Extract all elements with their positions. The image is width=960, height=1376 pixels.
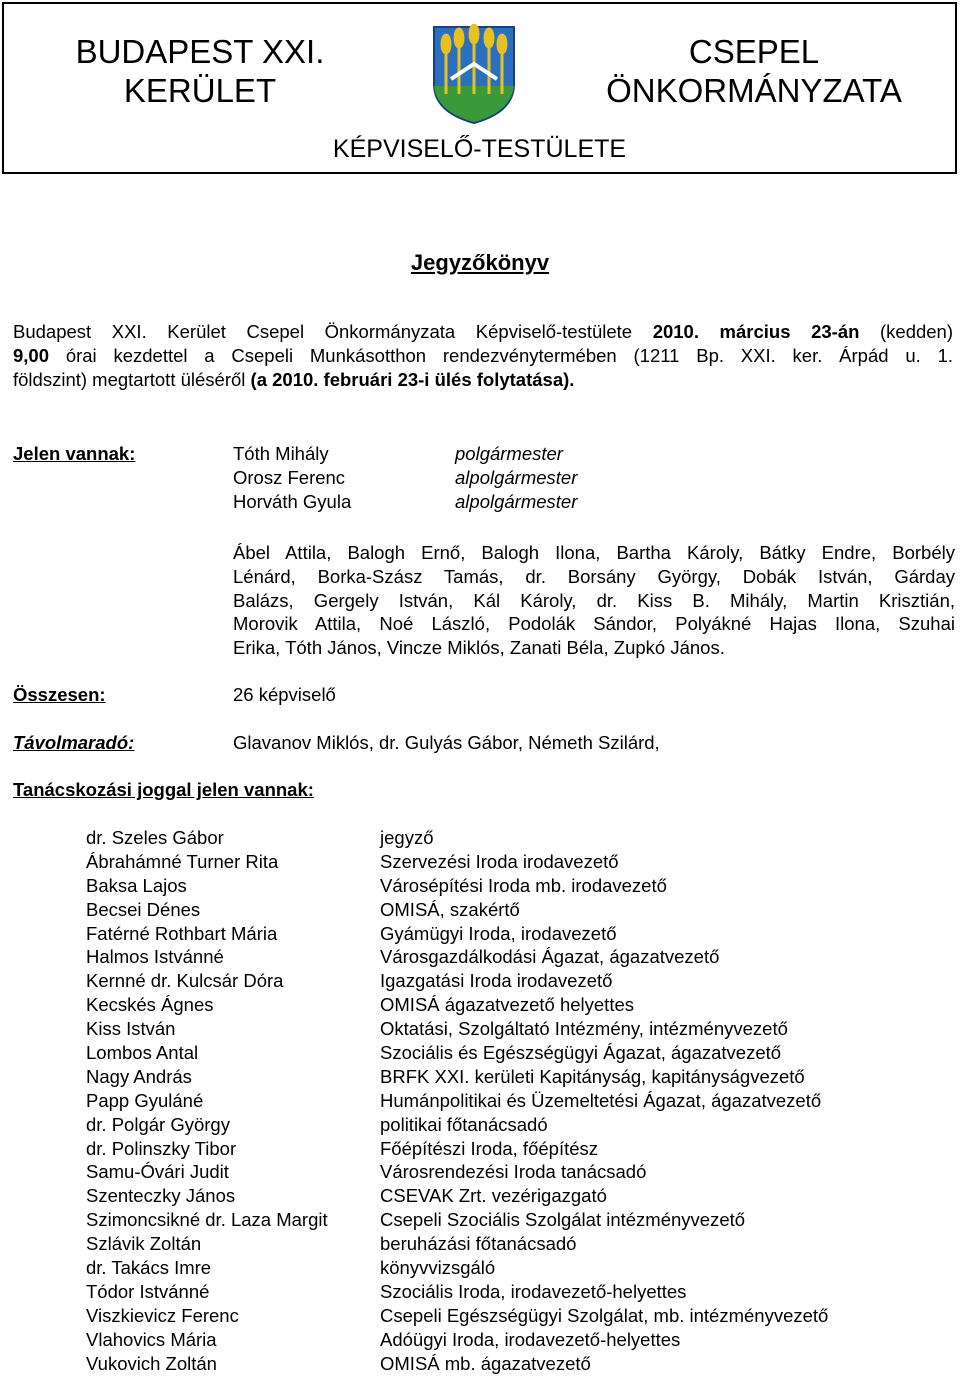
- official-name: Tóth Mihály: [233, 443, 329, 464]
- advisory-role: BRFK XXI. kerületi Kapitányság, kapitányságvezető: [380, 1065, 805, 1087]
- advisory-name: Vukovich Zoltán: [86, 1352, 217, 1374]
- advisory-role: Szociális és Egészségügyi Ágazat, ágazatvezető: [380, 1042, 782, 1064]
- advisory-name: Fatérné Rothbart Mária: [86, 922, 278, 944]
- advisory-row: [0, 1304, 960, 1328]
- intro-line-2: 9,00 órai kezdettel a Csepeli Munkásotthon rendezvénytermében (1211 Bp. XXI. ker. Árpád u. 1.: [13, 344, 953, 366]
- advisory-name: Kernné dr. Kulcsár Dóra: [86, 970, 284, 992]
- advisory-role: CSEVAK Zrt. vezérigazgató: [380, 1185, 607, 1207]
- document-title: Jegyzőkönyv: [410, 250, 550, 275]
- advisory-name: Samu-Óvári Judit: [86, 1161, 229, 1183]
- advisory-role: Városépítési Iroda mb. irodavezető: [380, 874, 667, 896]
- municipality-line2: ÖNKORMÁNYZATA: [606, 72, 902, 109]
- letterhead-left: [20, 32, 380, 110]
- advisory-role: Oktatási, Szolgáltató Intézmény, intézményvezető: [380, 1018, 788, 1040]
- official-role: alpolgármester: [455, 467, 578, 488]
- advisory-row: [0, 1328, 960, 1352]
- advisory-name: Kiss István: [86, 1018, 176, 1040]
- advisory-role: jegyző: [380, 827, 434, 848]
- advisory-role: Szervezési Iroda irodavezető: [380, 850, 619, 872]
- advisory-role: Adóügyi Iroda, irodavezető-helyettes: [380, 1328, 681, 1350]
- advisory-row: [0, 1232, 960, 1256]
- advisory-name: Szenteczky János: [86, 1185, 236, 1207]
- official-role: polgármester: [455, 443, 563, 464]
- official-name: Orosz Ferenc: [233, 467, 346, 488]
- advisory-role: beruházási főtanácsadó: [380, 1233, 577, 1255]
- advisory-role: politikai főtanácsadó: [380, 1113, 548, 1135]
- advisory-row: [0, 1352, 960, 1376]
- total-value: 26 képviselő: [233, 684, 336, 705]
- advisory-row: [0, 1089, 960, 1113]
- intro-paragraph: [13, 320, 953, 391]
- advisory-name: dr. Takács Imre: [86, 1257, 212, 1279]
- advisory-row: [0, 850, 960, 874]
- members-line: Balázs, Gergely István, Kál Károly, dr. Kiss B. Mihály, Martin Krisztián,: [233, 589, 955, 611]
- advisory-name: Lombos Antal: [86, 1042, 199, 1064]
- advisory-role: könyvvizsgáló: [380, 1257, 496, 1279]
- letterhead: [2, 2, 957, 174]
- district-line1: BUDAPEST XXI.: [75, 33, 325, 70]
- advisory-name: Papp Gyuláné: [86, 1089, 204, 1111]
- members-line: Ábel Attila, Balogh Ernő, Balogh Ilona, Bartha Károly, Bátky Endre, Borbély: [233, 542, 955, 563]
- advisory-row: [0, 898, 960, 922]
- advisory-name: Nagy András: [86, 1065, 192, 1087]
- advisory-row: [0, 1184, 960, 1208]
- advisory-row: [0, 993, 960, 1017]
- advisory-name: Ábrahámné Turner Rita: [86, 850, 279, 872]
- advisory-row: [0, 1208, 960, 1232]
- advisory-name: Becsei Dénes: [86, 898, 201, 920]
- advisory-row: [0, 945, 960, 969]
- advisory-name: Szimoncsikné dr. Laza Margit: [86, 1209, 328, 1231]
- advisory-name: Vlahovics Mária: [86, 1328, 217, 1350]
- members-line: Lénárd, Borka-Szász Tamás, dr. Borsány György, Dobák István, Gárday: [233, 565, 955, 587]
- absent-value: Glavanov Miklós, dr. Gulyás Gábor, Németh Szilárd,: [233, 732, 660, 753]
- official-role: alpolgármester: [455, 491, 578, 512]
- advisory-role: OMISÁ mb. ágazatvezető: [380, 1352, 591, 1374]
- body-name: KÉPVISELŐ-TESTÜLETE: [332, 135, 627, 163]
- official-name: Horváth Gyula: [233, 491, 352, 512]
- advisory-label: Tanácskozási joggal jelen vannak:: [13, 779, 314, 800]
- intro-line-1: Budapest XXI. Kerület Csepel Önkormányzata Képviselő-testülete 2010. március 23-án (kedden): [13, 321, 954, 342]
- advisory-row: [0, 874, 960, 898]
- letterhead-right: [574, 32, 934, 110]
- advisory-row: [0, 922, 960, 946]
- advisory-row: [0, 969, 960, 993]
- advisory-role: OMISÁ, szakértő: [380, 898, 520, 920]
- advisory-row: [0, 826, 960, 850]
- intro-line-3: földszint) megtartott üléséről (a 2010. februári 23-i ülés folytatása).: [13, 368, 575, 390]
- members-line: Morovik Attila, Noé László, Podolák Sándor, Polyákné Hajas Ilona, Szuhai: [233, 613, 955, 635]
- advisory-name: Halmos Istvánné: [86, 946, 224, 968]
- meeting-time: 9,00: [13, 344, 50, 366]
- advisory-list: [0, 826, 960, 1375]
- members-line: Erika, Tóth János, Vincze Miklós, Zanati Béla, Zupkó János.: [233, 637, 725, 659]
- advisory-role: Igazgatási Iroda irodavezető: [380, 970, 613, 992]
- advisory-row: [0, 1017, 960, 1041]
- advisory-role: Főépítészi Iroda, főépítész: [380, 1137, 599, 1159]
- total-label: Összesen:: [13, 684, 106, 705]
- advisory-row: [0, 1041, 960, 1065]
- advisory-name: Szlávik Zoltán: [86, 1233, 202, 1255]
- coat-of-arms-icon: [431, 24, 517, 125]
- advisory-name: dr. Polinszky Tibor: [86, 1137, 237, 1159]
- advisory-role: Humánpolitikai és Üzemeltetési Ágazat, ágazatvezető: [380, 1089, 822, 1111]
- advisory-role: Csepeli Egészségügyi Szolgálat, mb. intézményvezető: [380, 1304, 829, 1326]
- absent-label: Távolmaradó:: [13, 732, 135, 753]
- advisory-role: Gyámügyi Iroda, irodavezető: [380, 922, 617, 944]
- advisory-row: [0, 1280, 960, 1304]
- advisory-role: Városrendezési Iroda tanácsadó: [380, 1161, 647, 1183]
- advisory-row: [0, 1160, 960, 1184]
- advisory-name: dr. Polgár György: [86, 1113, 230, 1135]
- advisory-name: dr. Szeles Gábor: [86, 827, 224, 848]
- advisory-name: Viszkievicz Ferenc: [86, 1304, 239, 1326]
- advisory-role: Városgazdálkodási Ágazat, ágazatvezető: [380, 946, 720, 968]
- advisory-role: Szociális Iroda, irodavezető-helyettes: [380, 1280, 687, 1302]
- advisory-row: [0, 1113, 960, 1137]
- advisory-name: Baksa Lajos: [86, 874, 187, 896]
- members-list: [233, 541, 955, 660]
- advisory-role: OMISÁ ágazatvezető helyettes: [380, 994, 634, 1016]
- advisory-row: [0, 1137, 960, 1161]
- municipality-line1: CSEPEL: [688, 33, 820, 70]
- advisory-name: Tódor Istvánné: [86, 1280, 210, 1302]
- advisory-role: Csepeli Szociális Szolgálat intézményvezető: [380, 1209, 746, 1231]
- advisory-name: Kecskés Ágnes: [86, 994, 214, 1016]
- district-line2: KERÜLET: [123, 72, 277, 109]
- advisory-row: [0, 1256, 960, 1280]
- present-label: Jelen vannak:: [13, 443, 136, 464]
- advisory-row: [0, 1065, 960, 1089]
- meeting-date: 2010. március 23-án: [652, 321, 860, 342]
